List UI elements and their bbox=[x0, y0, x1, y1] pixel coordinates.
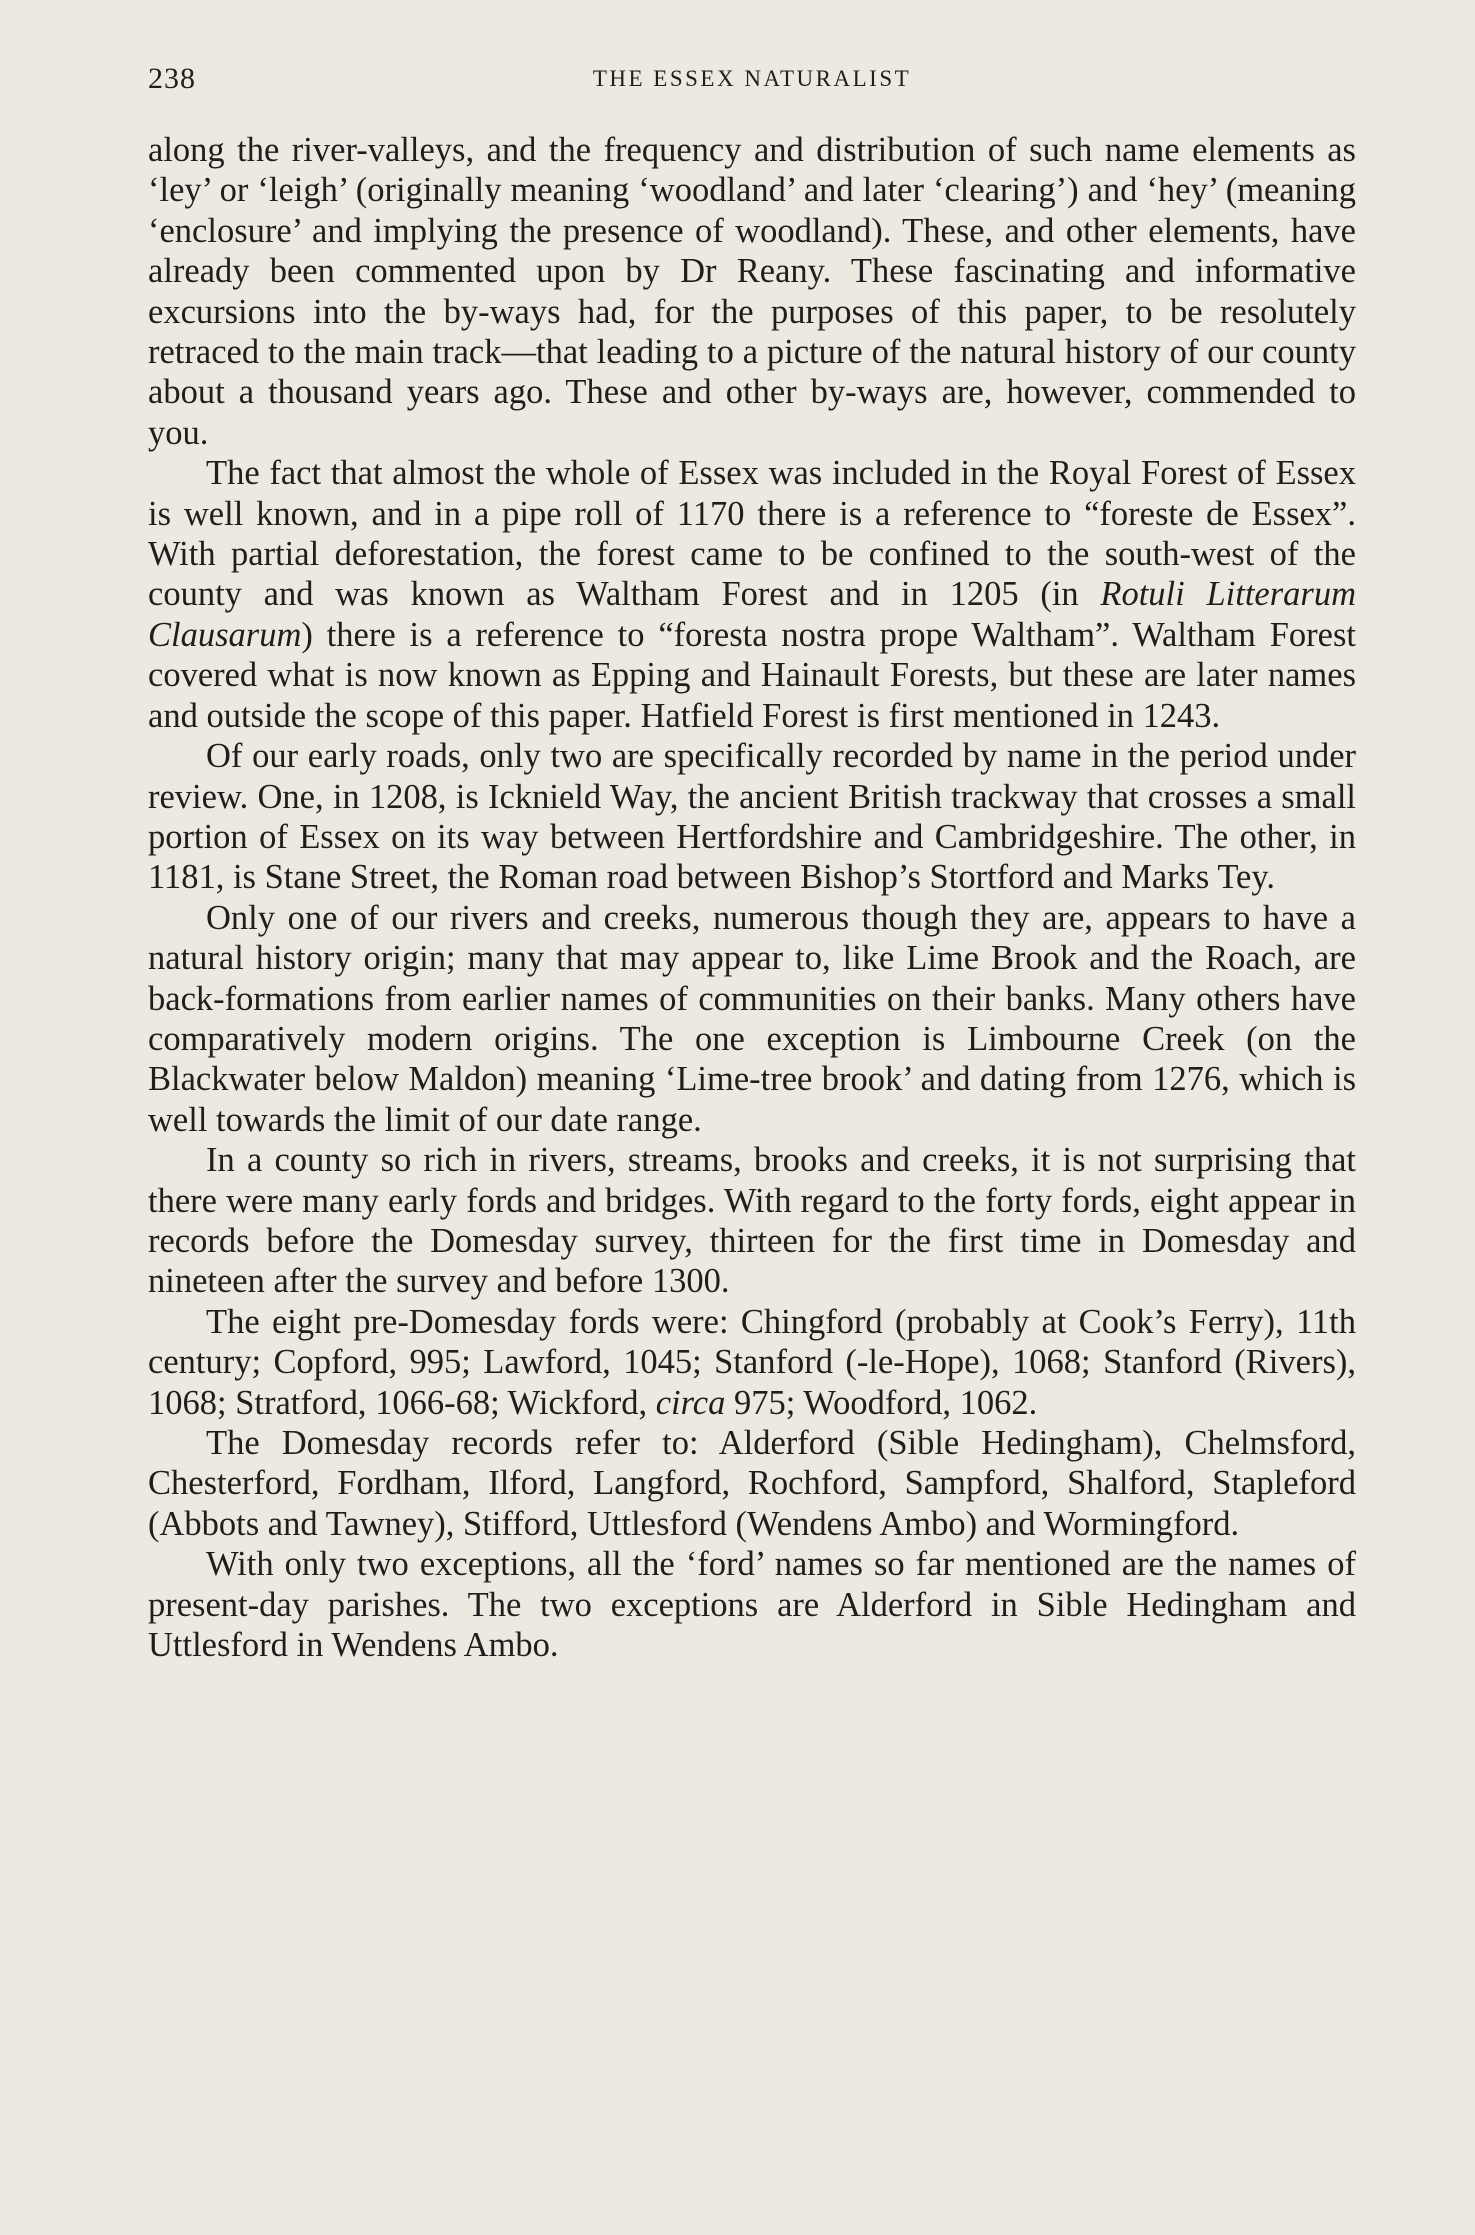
italic-text: circa bbox=[655, 1383, 726, 1422]
page-number: 238 bbox=[148, 62, 196, 95]
paragraph-text: The eight pre-Domesday fords were: Chingford (probably at Cook’s Ferry), 11th century; Copford, 995; Lawford, 1045; Stanford (-le-Hope), 1068; Stanford (Rivers), 1068; Stratford, 1066-68; Wickford, bbox=[148, 1302, 1356, 1422]
paragraph-text: With only two exceptions, all the ‘ford’ names so far mentioned are the names of present-day parishes. The two exceptions are Alderford in Sible Hedingham and Uttlesford in Wendens Ambo. bbox=[148, 1545, 1356, 1665]
paragraph-text: along the river-valleys, and the frequency and distribution of such name elements as ‘ley’ or ‘leigh’ (originally meaning ‘woodland’ and later ‘clearing’) and ‘hey’ (meaning ‘enclosure’ and implying the presence of woodland). These, and other elements, have already been commented upon by Dr Reany. These fascinating and informative excursions into the by-ways had, for the purposes of this paper, to be resolutely retraced to the main track—that leading to a picture of the natural history of our county about a thousand years ago. These and other by-ways are, however, commended to you. bbox=[148, 131, 1356, 452]
paragraph-text: Only one of our rivers and creeks, numerous though they are, appears to have a natural history origin; many that may appear to, like Lime Brook and the Roach, are back-formations from earlier names of communities on their banks. Many others have comparatively modern origins. The one exception is Limbourne Creek (on the Blackwater below Maldon) meaning ‘Lime-tree brook’ and dating from 1276, which is well towards the limit of our date range. bbox=[148, 898, 1356, 1139]
paragraph-text: In a county so rich in rivers, streams, brooks and creeks, it is not surprising that there were many early fords and bridges. With regard to the forty fords, eight appear in records before the Domesday survey, thirteen for the first time in Domesday and nineteen after the survey and before 1300. bbox=[148, 1141, 1356, 1301]
paragraph-text: The fact that almost the whole of Essex was included in the Royal Forest of Essex is well known, and in a pipe roll of 1170 there is a reference to “foreste de Essex”. With partial deforestation, the forest came to be confined to the south-west of the county and was known as Waltham Forest and in 1205 (in bbox=[148, 454, 1356, 614]
paragraph-text: The Domesday records refer to: Alderford (Sible Hedingham), Chelmsford, Chesterford, Fordham, Ilford, Langford, Rochford, Sampford, Shalford, Stapleford (Abbots and Tawney), Stifford, Uttlesford (Wendens Ambo) and Wormingford. bbox=[148, 1424, 1356, 1543]
italic-text: Rotuli Litterarum Clausarum bbox=[148, 575, 1356, 654]
book-page bbox=[148, 62, 1356, 1665]
body-paragraph bbox=[148, 1302, 1356, 1423]
body-paragraph bbox=[148, 1423, 1356, 1544]
paragraph-text: Of our early roads, only two are specifically recorded by name in the period under review. One, in 1208, is Icknield Way, the ancient British trackway that crosses a small portion of Essex on its way between Hertfordshire and Cambridgeshire. The other, in 1181, is Stane Street, the Roman road between Bishop’s Stortford and Marks Tey. bbox=[148, 737, 1356, 897]
paragraph-text: ) there is a reference to “foresta nostra prope Waltham”. Waltham Forest covered what is now known as Epping and Hainault Forests, but these are later names and outside the scope of this paper. Hatfield Forest is first mentioned in 1243. bbox=[148, 615, 1356, 735]
paragraph-text: 975; Woodford, 1062. bbox=[725, 1383, 1038, 1422]
body-paragraph bbox=[148, 898, 1356, 1140]
body-paragraph bbox=[148, 130, 1356, 453]
running-head bbox=[148, 62, 1356, 106]
body-text bbox=[148, 130, 1356, 1665]
body-paragraph bbox=[148, 736, 1356, 898]
journal-title: THE ESSEX NATURALIST bbox=[592, 66, 912, 91]
body-paragraph bbox=[148, 1544, 1356, 1665]
body-paragraph bbox=[148, 453, 1356, 736]
body-paragraph bbox=[148, 1140, 1356, 1302]
